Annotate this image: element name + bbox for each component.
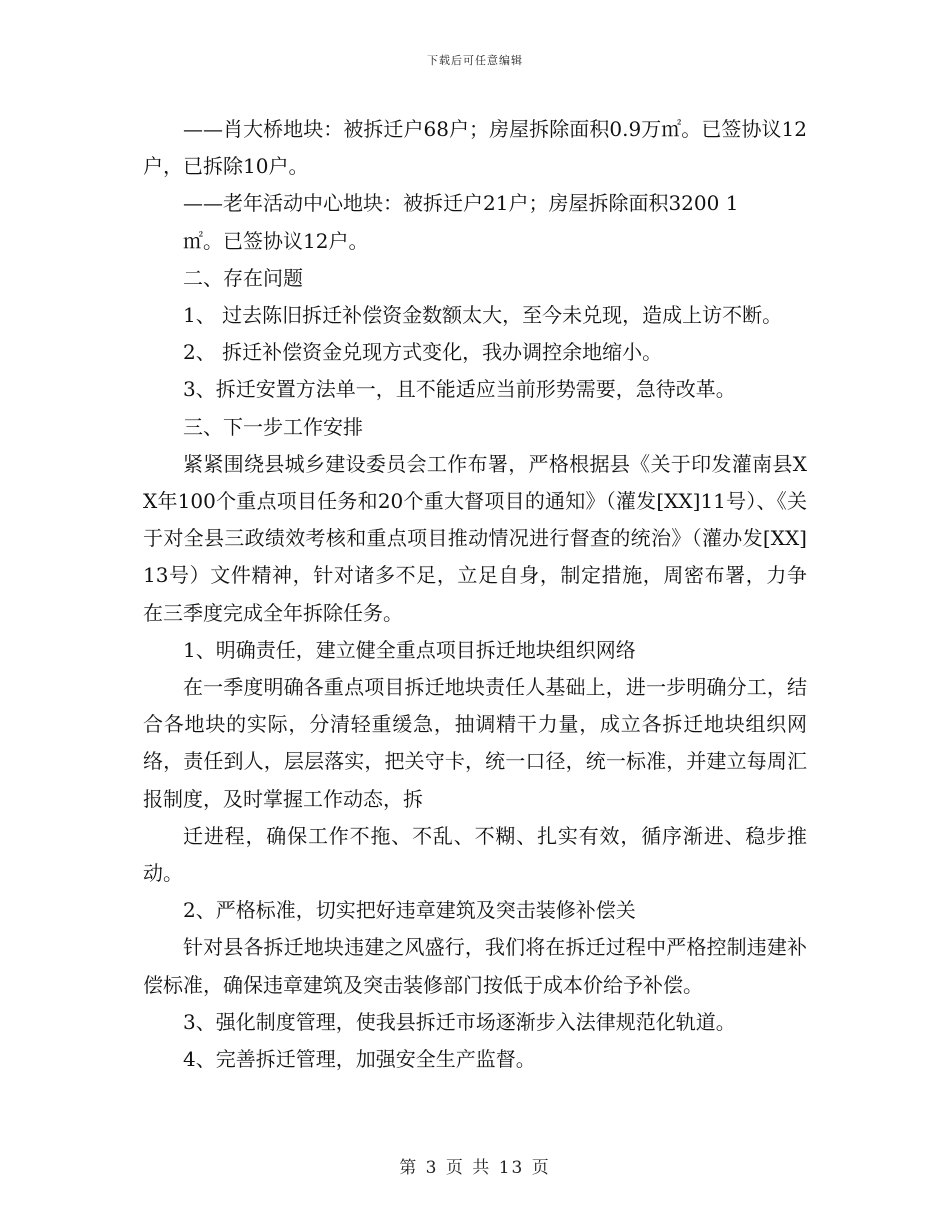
subheading-4: 4、完善拆迁管理，加强安全生产监督。 — [183, 1047, 536, 1072]
paragraph-6: 2、 拆迁补偿资金兑现方式变化，我办调控余地缩小。 — [183, 340, 663, 365]
paragraph-14: 针对县各拆迁地块违建之风盛行，我们将在拆迁过程中严格控制违建补偿标准，确保违章建筑及突击装修部门按低于成本价给予补偿。 — [143, 935, 807, 997]
paragraph-12: 迁进程，确保工作不拖、不乱、不糊、扎实有效，循序渐进、稳步推动。 — [143, 823, 807, 886]
paragraph-7: 3、拆迁安置方法单一，且不能适应当前形势需要，急待改革。 — [183, 377, 736, 402]
section-heading-next-steps: 三、下一步工作安排 — [183, 414, 363, 439]
paragraph-2: ——老年活动中心地块：被拆迁户21户；房屋拆除面积3200 1 — [183, 191, 739, 216]
subheading-1: 1、明确责任，建立健全重点项目拆迁地块组织网络 — [183, 637, 636, 662]
paragraph-11: 在一季度明确各重点项目拆迁地块责任人基础上，进一步明确分工，结合各地块的实际，分清轻重缓急，抽调精干力量，成立各拆迁地块组织网络，责任到人，层层落实，把关守卡，统一口径，统一标准，并建立每周汇报制度，及时掌握工作动态，拆 — [143, 675, 807, 811]
page-header: 下载后可任意编辑 — [427, 54, 523, 67]
document-body — [143, 111, 807, 1078]
subheading-3: 3、强化制度管理，使我县拆迁市场逐渐步入法律规范化轨道。 — [183, 1009, 736, 1034]
paragraph-5: 1、 过去陈旧拆迁补偿资金数额太大，至今未兑现，造成上访不断。 — [183, 303, 783, 328]
page-footer: 第 3 页 共 13 页 — [399, 1158, 551, 1178]
paragraph-3: ㎡。已签协议12户。 — [183, 228, 369, 253]
paragraph-1: ——肖大桥地块：被拆迁户68户；房屋拆除面积0.9万㎡。已签协议12户，已拆除10户。 — [143, 117, 807, 179]
subheading-2: 2、严格标准，切实把好违章建筑及突击装修补偿关 — [183, 898, 636, 923]
paragraph-9: 紧紧围绕县城乡建设委员会工作布署，严格根据县《关于印发灌南县XX年100个重点项目任务和20个重大督项目的通知》（灌发[XX]11号）、《关于对全县三政绩效考核和重点项目推动情况进行督查的统治》（灌办发[XX]13号）文件精神，针对诸多不足，立足自身，制定措施，周密布署，力争在三季度完成全年拆除任务。 — [143, 451, 807, 625]
section-heading-problems: 二、存在问题 — [183, 265, 303, 290]
